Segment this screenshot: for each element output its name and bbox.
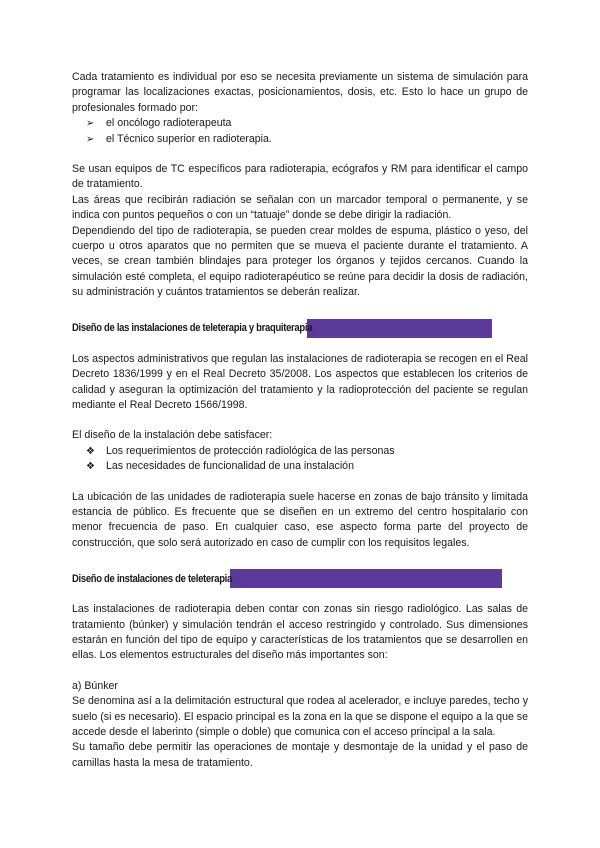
- section1-paragraph-3: La ubicación de las unidades de radioterapia suele hacerse en zonas de bajo tránsito y limitada estancia de público. Es frecuente que se diseñen en un extremo del centro hospitalario con menor frecuencia de paso. En cualquier caso, ese aspecto forma parte del proyecto de construcción, que solo será autorizado en caso de cumplir con los requisitos legales.: [72, 490, 528, 549]
- section2-paragraph-2: Se denomina así a la delimitación estructural que rodea al acelerador, e incluye paredes, techo y suelo (si es necesario). El espacio principal es la zona en la que se dispone el equipo a la que se accede desde el laberinto (simple o doble) que comunica con el acceso principal a la sala.: [72, 695, 528, 738]
- list-item-text: Las necesidades de funcionalidad de una instalación: [106, 460, 354, 473]
- diamond-bullet-icon: ❖: [86, 461, 95, 473]
- arrow-bullet-icon: ➢: [86, 118, 95, 130]
- list-item: [86, 116, 528, 131]
- list-item-text: el Técnico superior en radioterapia.: [106, 132, 272, 145]
- intro-paragraph-4: Dependiendo del tipo de radioterapia, se pueden crear moldes de espuma, plástico o yeso, del cuerpo u otros aparatos que no permiten que se mueva el paciente durante el tratamiento. A veces, se crean también blindajes para proteger los órganos y tejidos cercanos. Cuando la simulación esté completa, el equipo radioterapéutico se reúne para decidir la dosis de radiación, su administración y cuántos tratamientos se deberán realizar.: [72, 224, 528, 299]
- list-item: [86, 444, 528, 459]
- section-title: Diseño de las instalaciones de teleterapia y braquiterapia: [72, 322, 313, 335]
- section1-paragraph-1: Los aspectos administrativos que regulan las instalaciones de radioterapia se recogen en el Real Decreto 1836/1999 y en el Real Decreto 35/2008. Los aspectos que establecen los criterios de calidad y aseguran la optimización del tratamiento y la radioprotección del paciente se regulan mediante el Real Decreto 1566/1998.: [72, 352, 528, 411]
- section-heading-installations: [72, 319, 528, 338]
- section2-paragraph-3: Su tamaño debe permitir las operaciones de montaje y desmontaje de la unidad y el paso de camillas hasta la mesa de tratamiento.: [72, 741, 528, 769]
- diamond-bullet-icon: ❖: [86, 445, 95, 457]
- section-heading-teletherapy: [72, 569, 528, 588]
- list-item-text: el oncólogo radioterapeuta: [106, 117, 232, 130]
- list-item-text: Los requerimientos de protección radiológica de las personas: [106, 444, 395, 457]
- arrow-bullet-icon: ➢: [86, 133, 95, 145]
- intro-paragraph-3: Las áreas que recibirán radiación se señalan con un marcador temporal o permanente, y se indica con puntos pequeños o con un “tatuaje” donde se debe dirigir la radiación.: [72, 193, 528, 222]
- requirements-list: [72, 444, 528, 475]
- intro-paragraph-1: Cada tratamiento es individual por eso se necesita previamente un sistema de simulación para programar las localizaciones exactas, posicionamientos, dosis, etc. Esto lo hace un grupo de profesionales formado por:: [72, 71, 528, 114]
- section1-paragraph-2: El diseño de la instalación debe satisfacer:: [72, 429, 273, 442]
- heading-highlight-bar: [230, 569, 502, 588]
- heading-highlight-bar: [307, 319, 492, 338]
- section-title: Diseño de instalaciones de teleterapia: [72, 572, 232, 585]
- intro-paragraph-2: Se usan equipos de TC específicos para radioterapia, ecógrafos y RM para identificar el campo de tratamiento.: [72, 163, 528, 191]
- list-item: [86, 459, 528, 474]
- section2-paragraph-1: Las instalaciones de radioterapia deben contar con zonas sin riesgo radiológico. Las salas de tratamiento (búnker) y simulación tendrán el acceso restringido y controlado. Sus dimensiones estarán en función del tipo de equipo y características de los tratamientos que se desarrollen en ellas. Los elementos estructurales del diseño más importantes son:: [72, 603, 528, 662]
- list-item: [86, 132, 528, 147]
- subsection-title-bunker: a) Búnker: [72, 679, 118, 692]
- professionals-list: [72, 116, 528, 147]
